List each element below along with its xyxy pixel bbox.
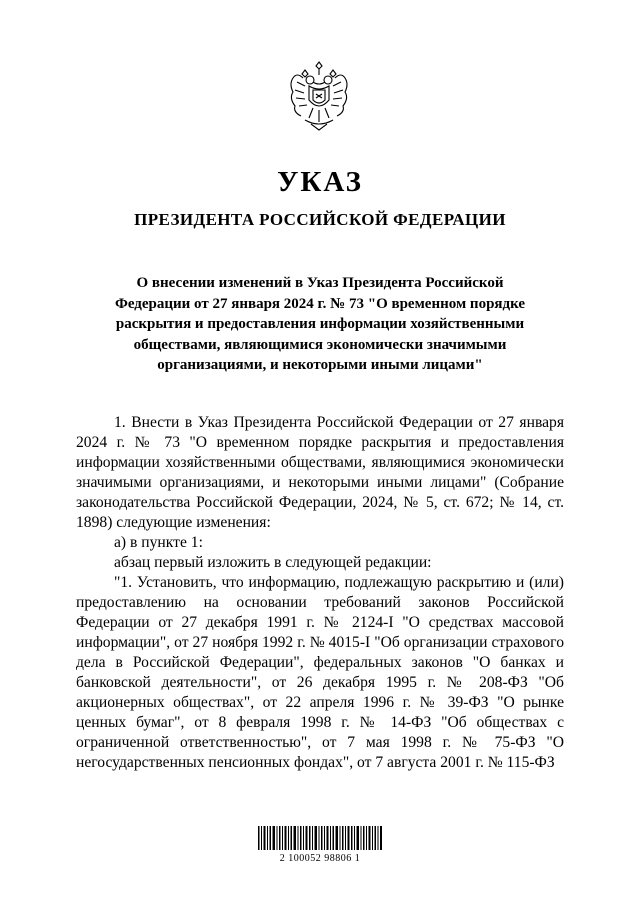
coat-of-arms-emblem	[283, 56, 355, 136]
paragraph-1: 1. Внести в Указ Президента Российской Федерации от 27 января 2024 г. № 73 "О временном порядке раскрытия и предоставления информации хозяйственными обществами, являющимися экономически значимыми организациями, и некоторыми иными лицами" (Собрание законодательства Российской Федерации, 2024, № 5, ст. 672; № 14, ст. 1898) следующие изменения:	[76, 414, 564, 531]
barcode	[258, 826, 382, 850]
barcode-number: 2 100052 98806 1	[279, 853, 361, 864]
document-subtitle: ПРЕЗИДЕНТА РОССИЙСКОЙ ФЕДЕРАЦИИ	[134, 210, 506, 229]
paragraph-3: абзац первый изложить в следующей редакции:	[114, 554, 432, 571]
paragraph-4: "1. Установить, что информацию, подлежащую раскрытию и (или) предоставлению на основании требований законов Российской Федерации от 27 декабря 1991 г. № 2124-I "О средствах массовой информации", от 27 ноября 1992 г. № 4015-I "Об организации страхового дела в Российской Федерации", федеральных законов "О банках и банковской деятельности", от 26 декабря 1995 г. № 208-ФЗ "Об акционерных обществах", от 22 апреля 1996 г. № 39-ФЗ "О рынке ценных бумаг", от 8 февраля 1998 г. № 14-ФЗ "Об обществах с ограниченной ответственностью", от 7 мая 1998 г. № 75-ФЗ "О негосударственных пенсионных фондах", от 7 августа 2001 г. № 115-ФЗ	[76, 574, 564, 771]
document-title: УКАЗ	[277, 166, 363, 198]
paragraph-2: а) в пункте 1:	[114, 534, 203, 551]
decree-body	[76, 413, 564, 773]
decree-heading: О внесении изменений в Указ Президента Российской Федерации от 27 января 2024 г. № 73 "О временном порядке раскрытия и предоставления информации хозяйственными обществами, являющимися экономически значимыми организациями, и некоторыми иными лицами"	[114, 275, 526, 373]
